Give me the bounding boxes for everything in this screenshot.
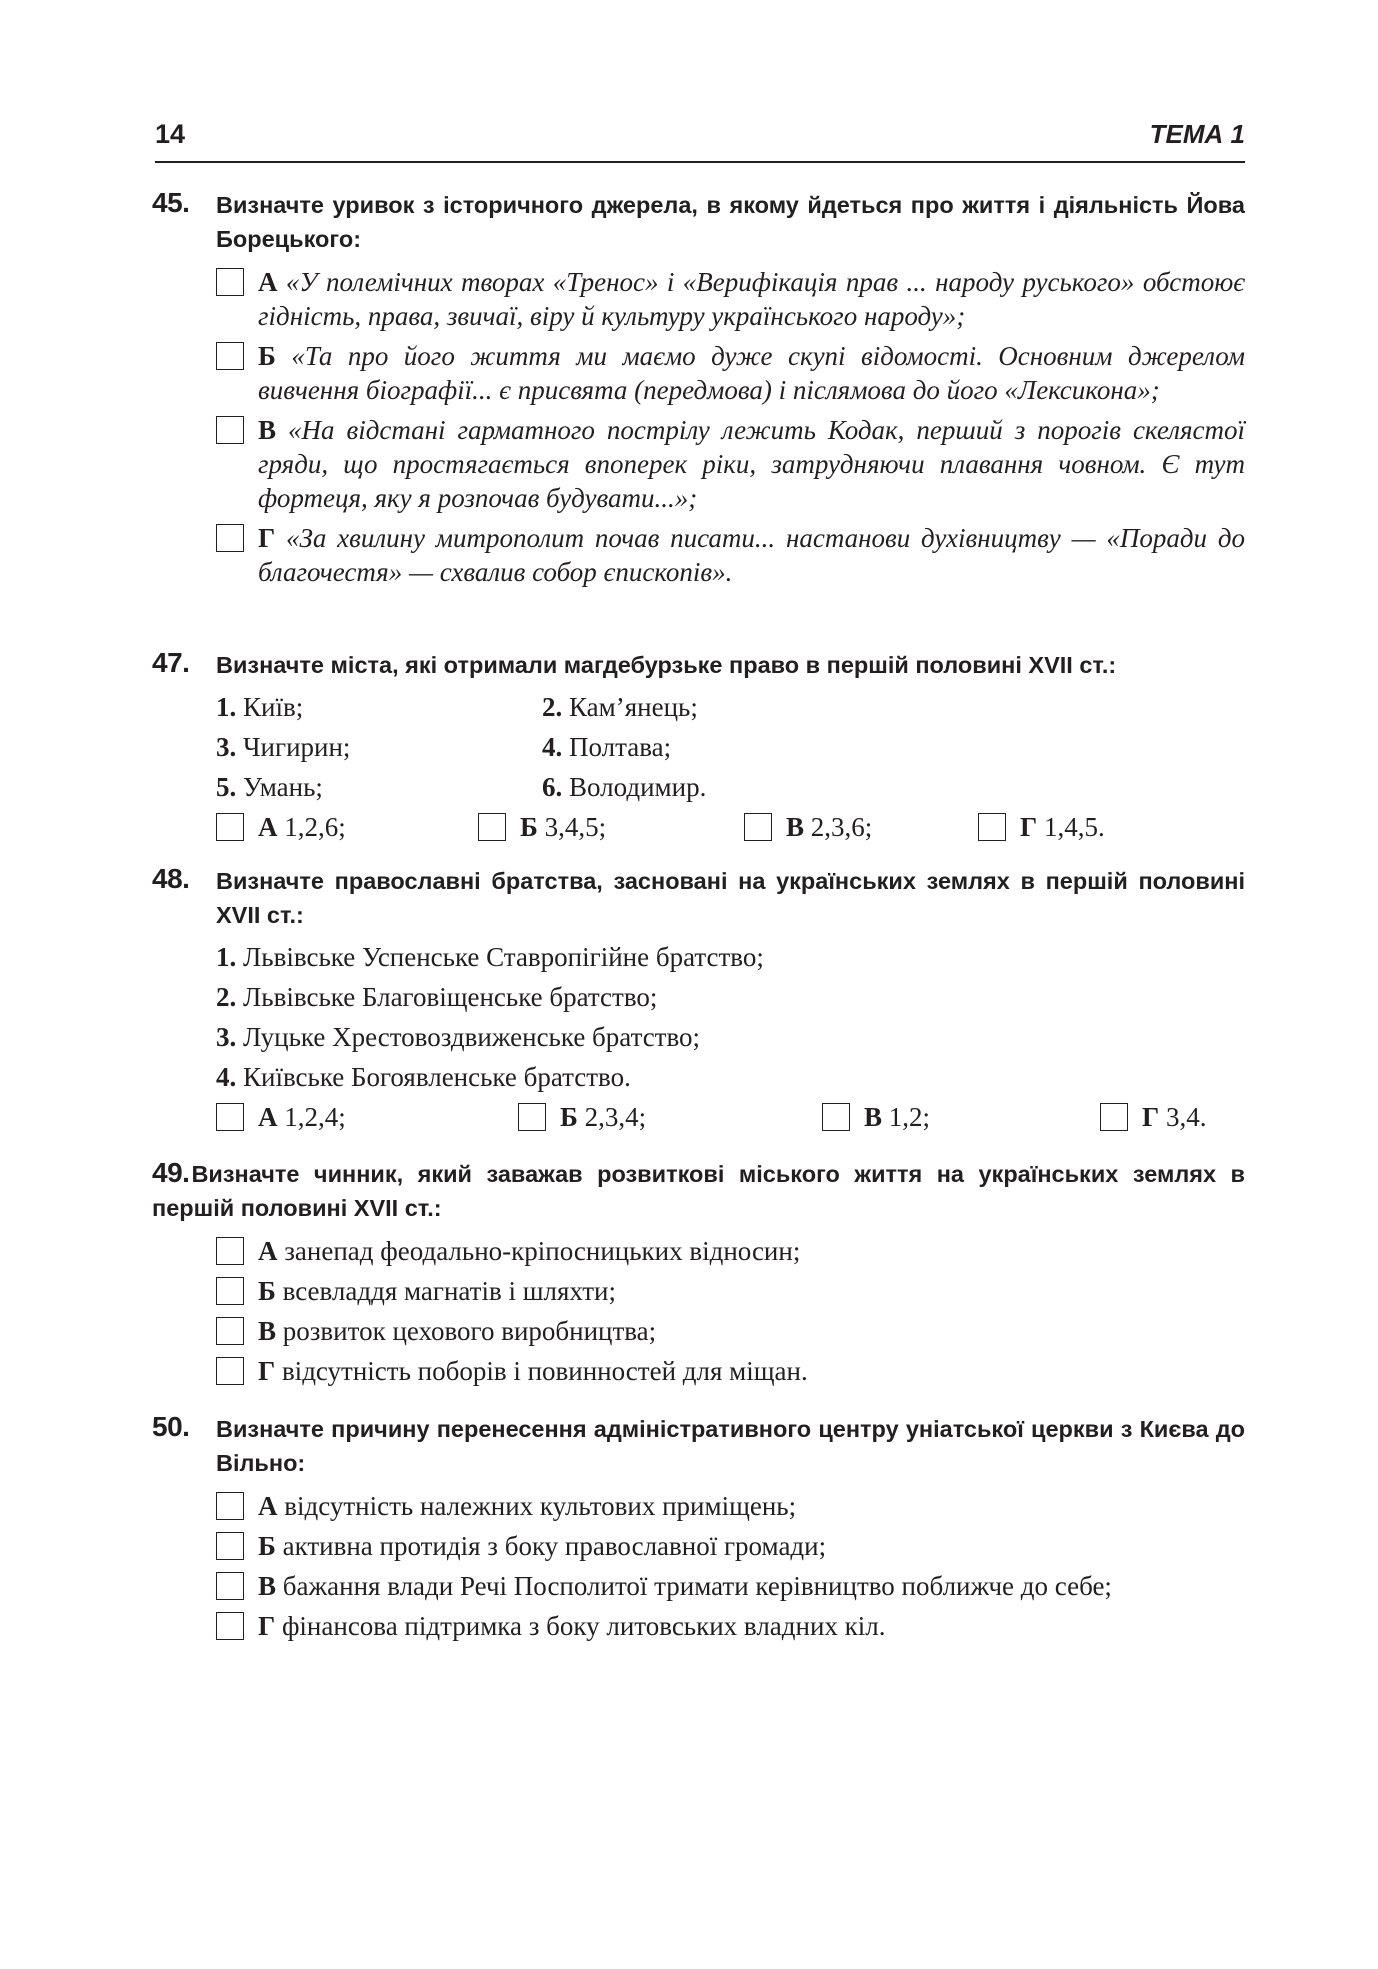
checkbox[interactable] xyxy=(216,268,244,296)
option-b[interactable]: Б активна протидія з боку православної громади; xyxy=(216,1529,1245,1563)
checkbox[interactable] xyxy=(216,813,244,841)
option-text: «Та про його життя ми маємо дуже скупі відомості. Основним джерелом вивчення біографії... є присвята (передмова) і післямова до його «Лексикона»; xyxy=(258,341,1246,405)
page-header xyxy=(155,115,1245,163)
list-item: 4. Полтава; xyxy=(542,732,672,762)
checkbox[interactable] xyxy=(518,1103,546,1131)
list-item: 3. Луцьке Хрестовоздвиженське братство; xyxy=(216,1022,701,1052)
question-45 xyxy=(152,188,1245,595)
page-number: 14 xyxy=(155,119,186,149)
checkbox[interactable] xyxy=(216,1532,244,1560)
option-text: «На відстані гарматного пострілу лежить Кодак, перший з порогів скелястої гряди, що простягається впоперек ріки, затрудняючи плавання човном. Є тут фортеця, яку я розпочав будувати...»; xyxy=(258,415,1246,513)
question-48 xyxy=(152,864,1245,1140)
checkbox[interactable] xyxy=(216,1612,244,1640)
answer-options xyxy=(152,1489,1245,1643)
question-number: 50. xyxy=(152,1411,190,1442)
option-text: «У полемічних творах «Тренос» і «Верифікація прав ... народу руського» обстоює гідність, права, звичаї, віру й культуру українського народу»; xyxy=(258,267,1245,331)
question-number: 48. xyxy=(152,863,190,894)
list-item: 2. Львівське Благовіщенське братство; xyxy=(216,982,658,1012)
answer-options xyxy=(152,1234,1245,1388)
checkbox[interactable] xyxy=(216,1277,244,1305)
question-48-prompt xyxy=(152,864,1245,932)
option-v[interactable]: В бажання влади Речі Посполитої тримати керівництво поближче до себе; xyxy=(216,1569,1245,1603)
item-list xyxy=(152,940,1245,1100)
option-a[interactable]: А 1,2,4; xyxy=(216,1100,346,1134)
option-b[interactable] xyxy=(216,339,1245,407)
option-b[interactable]: Б 2,3,4; xyxy=(518,1100,646,1134)
answer-options xyxy=(152,265,1245,589)
question-text: Визначте причину перенесення адміністративного центру уніатської церкви з Києва до Вільно: xyxy=(216,1416,1245,1476)
list-item: 4. Київське Богоявленське братство. xyxy=(216,1062,631,1092)
question-47-prompt xyxy=(152,648,1245,682)
option-g[interactable]: Г фінансова підтримка з боку литовських владних кіл. xyxy=(216,1609,1245,1643)
option-letter: Б xyxy=(258,341,276,371)
checkbox[interactable] xyxy=(216,1357,244,1385)
question-text: Визначте міста, які отримали магдебурзьке право в першій половині XVII ст.: xyxy=(216,652,1117,678)
option-letter: А xyxy=(258,267,278,297)
option-b[interactable]: Б всевладдя магнатів і шляхти; xyxy=(216,1274,1245,1308)
checkbox[interactable] xyxy=(216,1103,244,1131)
list-item: 5. Умань; xyxy=(216,772,323,802)
option-a[interactable]: А занепад феодально-кріпосницьких відносин; xyxy=(216,1234,1245,1268)
checkbox[interactable] xyxy=(1100,1103,1128,1131)
question-number: 49. xyxy=(152,1157,190,1188)
option-a[interactable]: А відсутність належних культових приміщень; xyxy=(216,1489,1245,1523)
question-47 xyxy=(152,648,1245,850)
option-letter: В xyxy=(258,415,277,445)
option-b[interactable]: Б 3,4,5; xyxy=(478,810,606,844)
checkbox[interactable] xyxy=(978,813,1006,841)
item-list xyxy=(152,690,1245,810)
option-a[interactable] xyxy=(216,265,1245,333)
list-item: 1. Київ; xyxy=(216,692,304,722)
question-45-prompt xyxy=(152,188,1245,256)
checkbox[interactable] xyxy=(478,813,506,841)
option-v[interactable]: В розвиток цехового виробництва; xyxy=(216,1314,1245,1348)
option-g[interactable]: Г 1,4,5. xyxy=(978,810,1105,844)
answer-options xyxy=(216,1100,1245,1140)
question-text: Визначте чинник, який заважав розвиткові міського життя на українських землях в першій половині XVII ст.: xyxy=(152,1161,1245,1221)
option-v[interactable]: В 2,3,6; xyxy=(744,810,872,844)
option-v[interactable] xyxy=(216,413,1245,515)
checkbox[interactable] xyxy=(822,1103,850,1131)
list-item: 3. Чигирин; xyxy=(216,732,351,762)
checkbox[interactable] xyxy=(216,1317,244,1345)
checkbox[interactable] xyxy=(216,1237,244,1265)
checkbox[interactable] xyxy=(216,416,244,444)
option-text: «За хвилину митрополит почав писати... настанови духівництву — «Поради до благочестя» — схвалив собор єпископів». xyxy=(258,523,1245,587)
question-text: Визначте уривок з історичного джерела, в якому йдеться про життя і діяльність Йова Борецького: xyxy=(216,192,1245,252)
checkbox[interactable] xyxy=(216,1572,244,1600)
list-item: 2. Кам’янець; xyxy=(542,692,698,722)
checkbox[interactable] xyxy=(216,342,244,370)
question-number: 47. xyxy=(152,647,190,678)
option-v[interactable]: В 1,2; xyxy=(822,1100,930,1134)
option-g[interactable]: Г відсутність поборів і повинностей для міщан. xyxy=(216,1354,1245,1388)
section-title: ТЕМА 1 xyxy=(1149,119,1245,149)
checkbox[interactable] xyxy=(744,813,772,841)
question-50-prompt xyxy=(152,1412,1245,1480)
question-49-prompt xyxy=(152,1156,1245,1225)
list-item: 6. Володимир. xyxy=(542,772,707,802)
list-item: 1. Львівське Успенське Ставропігійне братство; xyxy=(216,942,764,972)
option-g[interactable] xyxy=(216,521,1245,589)
question-50 xyxy=(152,1412,1245,1649)
checkbox[interactable] xyxy=(216,524,244,552)
question-number: 45. xyxy=(152,187,190,218)
option-letter: Г xyxy=(258,523,276,553)
checkbox[interactable] xyxy=(216,1492,244,1520)
answer-options xyxy=(216,810,1245,850)
option-g[interactable]: Г 3,4. xyxy=(1100,1100,1206,1134)
question-49 xyxy=(152,1156,1245,1394)
option-a[interactable]: А 1,2,6; xyxy=(216,810,346,844)
question-text: Визначте православні братства, засновані на українських землях в першій половині XVII ст.: xyxy=(216,868,1245,928)
